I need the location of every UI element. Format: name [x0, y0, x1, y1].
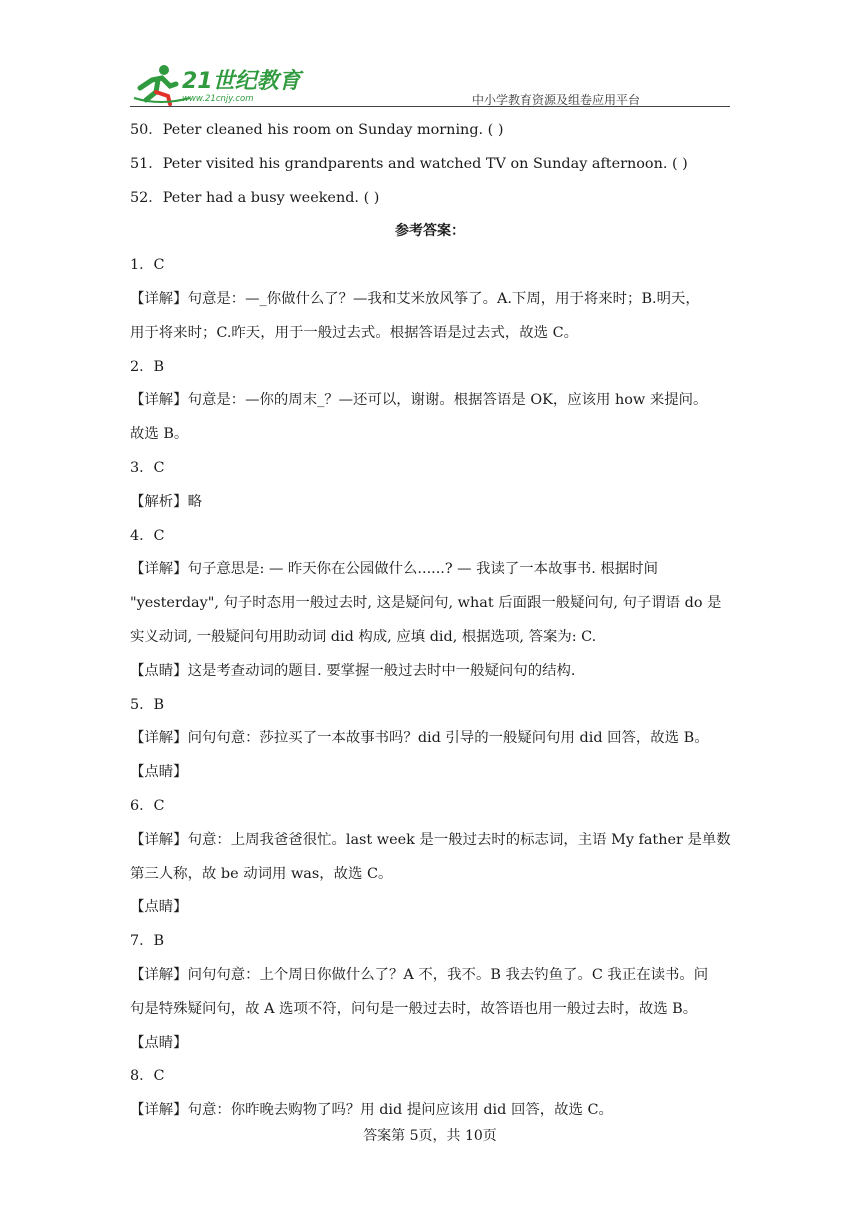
logo	[130, 58, 310, 106]
answer-explanation: 故选 B。	[130, 426, 189, 443]
question-line: 52．Peter had a busy weekend. ( )	[130, 189, 380, 206]
answers-heading: 参考答案：	[395, 223, 465, 240]
answer-number: 1．C	[130, 257, 165, 274]
answer-number: 2．B	[130, 358, 165, 375]
answer-note: 【点睛】	[130, 1034, 188, 1051]
answer-number: 8．C	[130, 1068, 165, 1085]
answer-explanation: 【详解】句意是：—你的周末_？—还可以，谢谢。根据答语是 OK，应该用 how 来提问。	[130, 392, 708, 409]
answer-number: 7．B	[130, 933, 165, 950]
answer-explanation: 第三人称，故 be 动词用 was，故选 C。	[130, 865, 393, 882]
answer-number: 6．C	[130, 797, 165, 814]
page-footer: 答案第 5页，共 10页	[363, 1128, 497, 1144]
answer-explanation: 【详解】句意是：—_你做什么了？—我和艾米放风筝了。A.下周，用于将来时；B.明天，	[130, 290, 700, 307]
answer-number: 5．B	[130, 696, 165, 713]
answer-explanation: 实义动词, 一般疑问句用助动词 did 构成, 应填 did, 根据选项, 答案为: C.	[130, 628, 597, 645]
page-header	[130, 58, 730, 108]
answer-explanation: 【解析】略	[130, 493, 202, 510]
answer-explanation: 【详解】句意：上周我爸爸很忙。last week 是一般过去时的标志词，主语 My father 是单数	[130, 831, 731, 848]
logo-url-text: www.21cnjy.com	[182, 94, 254, 104]
answer-note: 【点睛】	[130, 764, 188, 781]
platform-name: 中小学教育资源及组卷应用平台	[471, 93, 640, 107]
question-line: 50．Peter cleaned his room on Sunday morning. ( )	[130, 122, 504, 138]
answer-number: 4．C	[130, 527, 165, 544]
header-divider	[130, 106, 730, 107]
answer-note: 【点睛】	[130, 899, 188, 916]
answer-explanation: "yesterday", 句子时态用一般过去时, 这是疑问句, what 后面跟一般疑问句, 句子谓语 do 是	[130, 595, 722, 612]
answer-number: 3．C	[130, 459, 165, 476]
answer-explanation: 【详解】问句句意：莎拉买了一本故事书吗？did 引导的一般疑问句用 did 回答，故选 B。	[130, 730, 709, 747]
logo-text: 21世纪教育	[182, 69, 301, 94]
answer-explanation: 【详解】句意：你昨晚去购物了吗？用 did 提问应该用 did 回答，故选 C。	[130, 1102, 613, 1119]
answer-explanation: 【详解】问句句意：上个周日你做什么了？A 不，我不。B 我去钓鱼了。C 我正在读书。问	[130, 966, 709, 983]
answer-explanation: 句是特殊疑问句，故 A 选项不符，问句是一般过去时，故答语也用一般过去时，故选 B。	[130, 1000, 698, 1017]
question-line: 51．Peter visited his grandparents and watched TV on Sunday afternoon. ( )	[130, 155, 688, 172]
answer-explanation: 用于将来时；C.昨天，用于一般过去式。根据答语是过去式，故选 C。	[130, 324, 578, 341]
answer-note: 【点睛】这是考查动词的题目. 要掌握一般过去时中一般疑问句的结构.	[130, 662, 576, 679]
answer-content	[130, 114, 730, 1128]
answer-explanation: 【详解】句子意思是: — 昨天你在公园做什么......? — 我读了一本故事书. 根据时间	[130, 561, 658, 578]
